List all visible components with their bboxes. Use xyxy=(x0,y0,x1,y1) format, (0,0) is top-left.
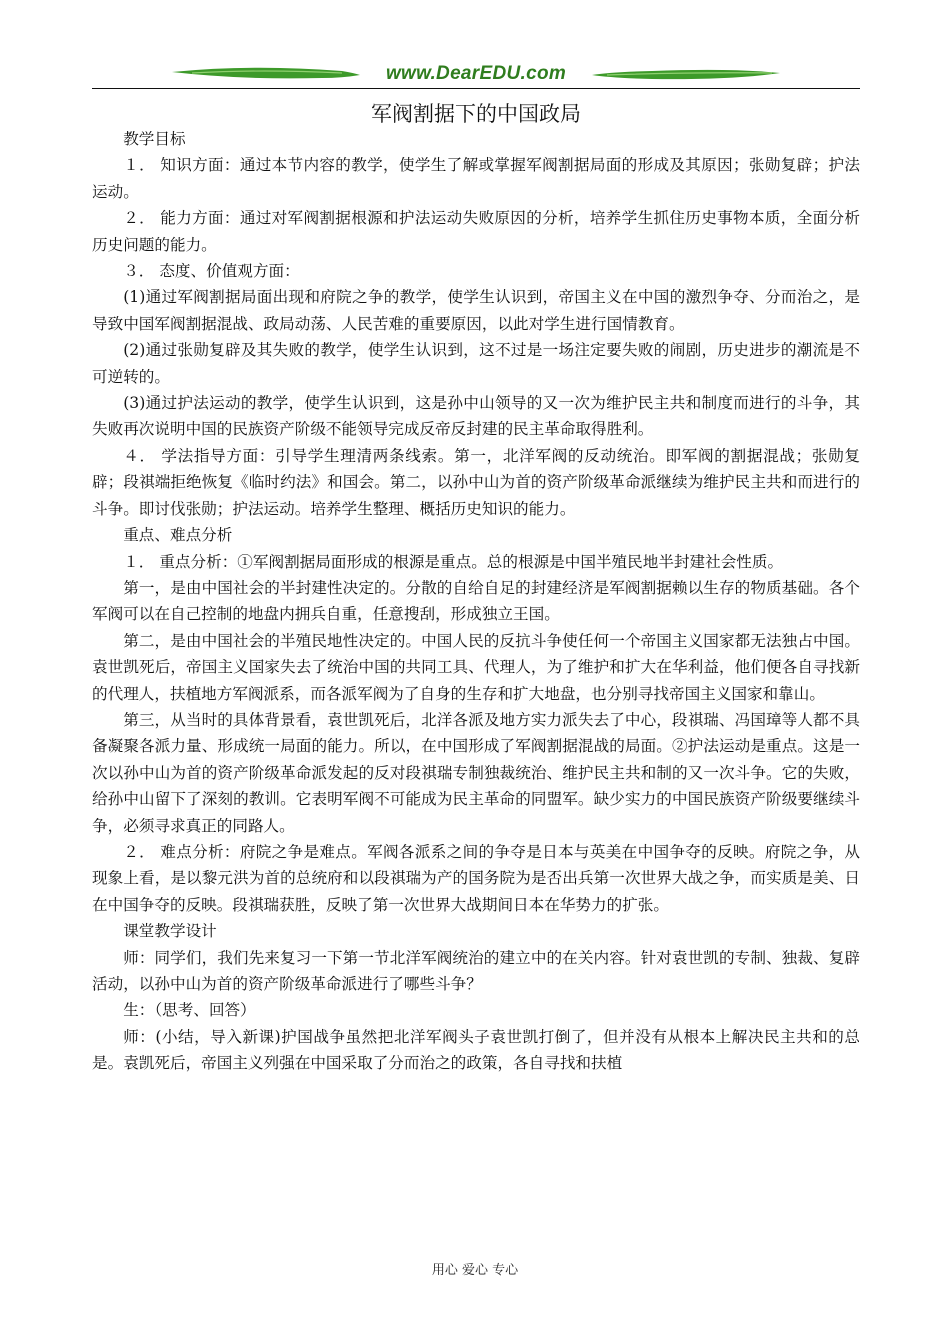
paragraph: 师：同学们，我们先来复习一下第一节北洋军阀统治的建立中的在关内容。针对袁世凯的专制、独裁、复辟活动，以孙中山为首的资产阶级革命派进行了哪些斗争？ xyxy=(92,948,860,993)
paragraph: (3)通过护法运动的教学，使学生认识到，这是孙中山领导的又一次为维护民主共和制度而进行的斗争，其失败再次说明中国的民族资产阶级不能领导完成反帝反封建的民主革命取得胜利。 xyxy=(92,394,860,439)
paragraph: ４． 学法指导方面：引导学生理清两条线索。第一，北洋军阀的反动统治。即军阀的割据混战；张勋复辟；段祺端拒绝恢复《临时约法》和国会。第二，以孙中山为首的资产阶级革命派继续为维护民主共和而进行的斗争。即讨伐张勋；护法运动。培养学生整理、概括历史知识的能力。 xyxy=(92,446,860,518)
section-heading: 重点、难点分析 xyxy=(123,526,233,545)
paragraph: 生：（思考、回答） xyxy=(123,1001,256,1020)
page-title: 军阀割据下的中国政局 xyxy=(371,102,581,126)
section-heading: 课堂教学设计 xyxy=(123,922,217,941)
header-rule xyxy=(92,88,860,89)
section-heading: 教学目标 xyxy=(123,130,186,148)
paragraph: ２． 能力方面：通过对军阀割据根源和护法运动失败原因的分析，培养学生抓住历史事物本质，全面分析历史问题的能力。 xyxy=(92,209,860,254)
paragraph: １． 知识方面：通过本节内容的教学，使学生了解或掌握军阀割据局面的形成及其原因；张勋复辟；护法运动。 xyxy=(92,156,860,201)
paragraph: ２． 难点分析：府院之争是难点。军阀各派系之间的争夺是日本与英美在中国争夺的反映。府院之争，从现象上看，是以黎元洪为首的总统府和以段祺瑞为产的国务院为是否出兵第一次世界大战之争，而实质是美、日在中国争夺的反映。段祺瑞获胜，反映了第一次世界大战期间日本在华势力的扩张。 xyxy=(92,842,860,914)
paragraph: 第三，从当时的具体背景看，袁世凯死后，北洋各派及地方实力派失去了中心，段祺瑞、冯国璋等人都不具备凝聚各派力量、形成统一局面的能力。所以，在中国形成了军阀割据混战的局面。②护法运动是重点。这是一次以孙中山为首的资产阶级革命派发起的反对段祺瑞专制独裁统治、维护民主共和制的又一次斗争。它的失败，给孙中山留下了深刻的教训。它表明军阀不可能成为民主革命的同盟军。缺少实力的中国民族资产阶级要继续斗争，必须寻求真正的同路人。 xyxy=(92,710,860,835)
paragraph: (2)通过张勋复辟及其失败的教学，使学生认识到，这不过是一场注定要失败的闹剧，历史进步的潮流是不可逆转的。 xyxy=(92,341,860,386)
paragraph: (1)通过军阀割据局面出现和府院之争的教学，使学生认识到，帝国主义在中国的激烈争夺、分而治之，是导致中国军阀割据混战、政局动荡、人民苦难的重要原因，以此对学生进行国情教育。 xyxy=(92,288,860,333)
paragraph: １． 重点分析：①军阀割据局面形成的根源是重点。总的根源是中国半殖民地半封建社会性质。 xyxy=(123,552,784,571)
paragraph: 师：(小结，导入新课)护国战争虽然把北洋军阀头子袁世凯打倒了，但并没有从根本上解决民主共和的总是。袁凯死后，帝国主义列强在中国采取了分而治之的政策，各自寻找和扶植 xyxy=(92,1027,860,1073)
paragraph: 第二，是由中国社会的半殖民地性决定的。中国人民的反抗斗争使任何一个帝国主义国家都无法独占中国。袁世凯死后，帝国主义国家失去了统治中国的共同工具、代理人，为了维护和扩大在华利益，他们便各自寻找新的代理人，扶植地方军阀派系，而各派军阀为了自身的生存和扩大地盘，也分别寻找帝国主义国家和靠山。 xyxy=(92,631,860,703)
site-logo: www.DearEDU.com xyxy=(385,63,567,84)
page-footer: 用心 爱心 专心 xyxy=(431,1263,519,1278)
document-body xyxy=(92,126,860,1077)
paragraph: 第一，是由中国社会的半封建性决定的。分散的自给自足的封建经济是军阀割据赖以生存的物质基础。各个军阀可以在自己控制的地盘内拥兵自重，任意搜刮，形成独立王国。 xyxy=(92,578,860,624)
paragraph: ３． 态度、价值观方面： xyxy=(123,262,300,281)
page-header xyxy=(92,60,860,90)
